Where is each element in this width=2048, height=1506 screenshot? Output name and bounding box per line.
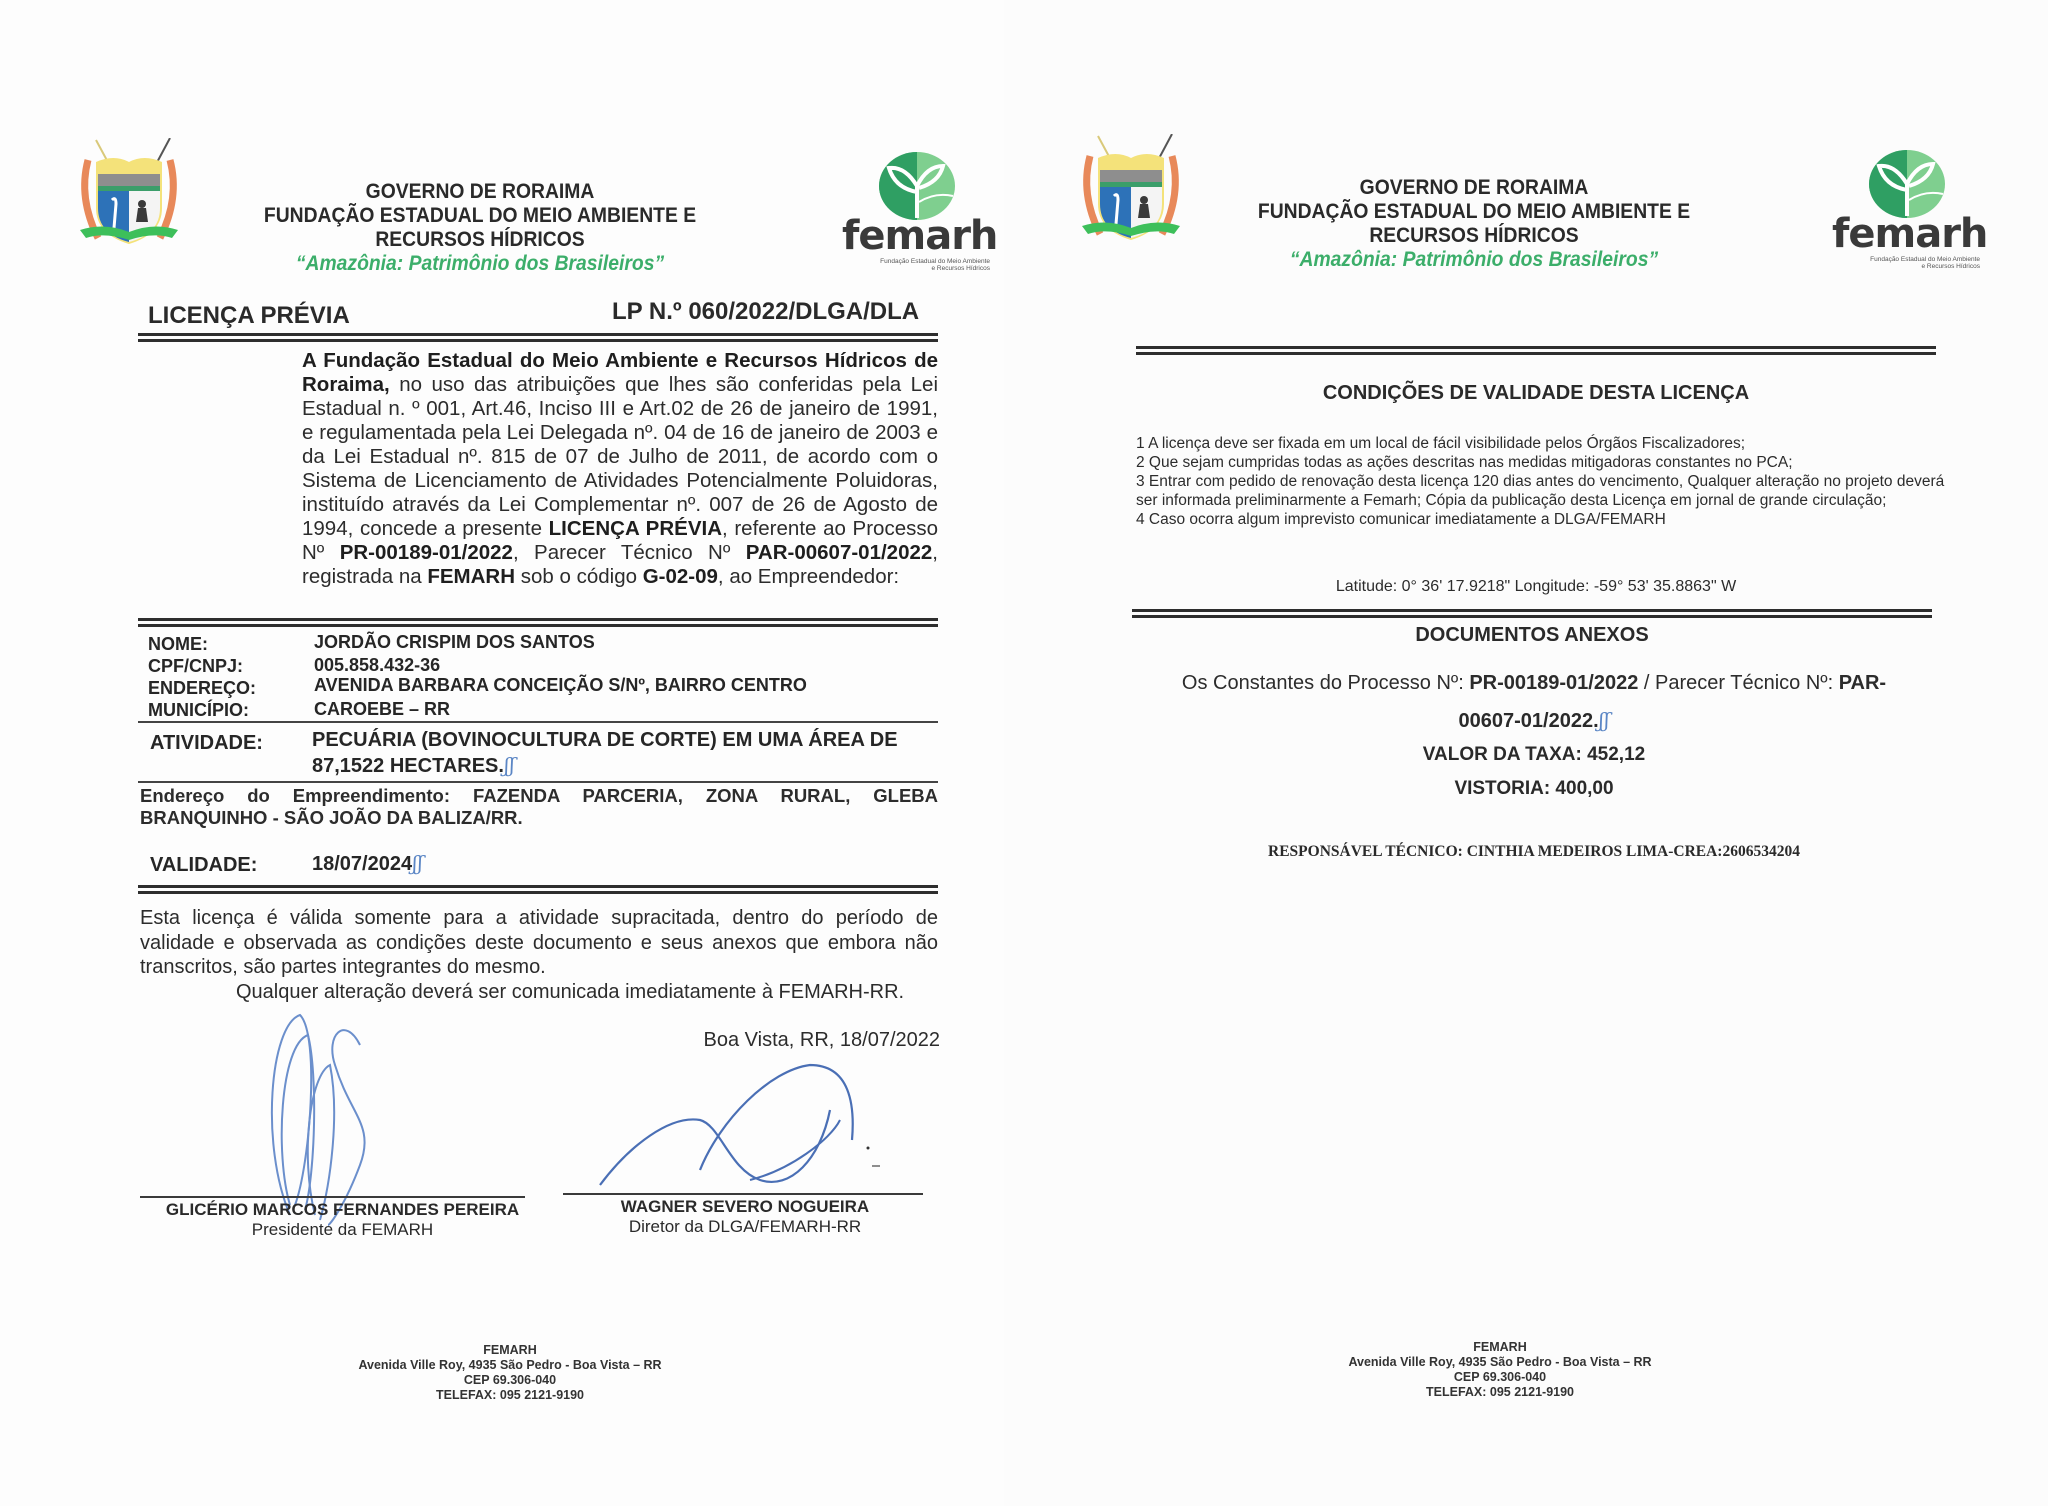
signatory-name-president: GLICÉRIO MARCOS FERNANDES PEREIRA — [165, 1200, 520, 1219]
intro-text-4: , registrada na — [302, 541, 938, 588]
footer-phone: TELEFAX: 095 2121-9190 — [1426, 1385, 1574, 1399]
femarh-logo — [1832, 150, 1988, 280]
femarh-leaf-logo-icon — [1869, 150, 1945, 220]
footer-org: FEMARH — [483, 1343, 537, 1357]
letterhead-motto: “Amazônia: Patrimônio dos Brasileiros” — [1289, 248, 1659, 271]
letterhead-motto: “Amazônia: Patrimônio dos Brasileiros” — [295, 252, 665, 275]
conditions-title: CONDIÇÕES DE VALIDADE DESTA LICENÇA — [1322, 382, 1750, 404]
divider — [138, 721, 938, 723]
handwritten-initials-icon: ʃʃ — [412, 851, 423, 875]
femarh-leaf-logo-icon — [879, 152, 955, 222]
inspection-value: VISTORIA: 400,00 — [1454, 778, 1614, 799]
field-value-municipality: CAROEBE – RR — [314, 699, 451, 719]
signatory-name-director: WAGNER SEVERO NOGUEIRA — [620, 1197, 870, 1216]
activity-label: ATIVIDADE: — [150, 732, 263, 754]
intro-text-5: sob o código — [515, 565, 643, 588]
letterhead-foundation-cont: RECURSOS HÍDRICOS — [1369, 224, 1579, 247]
divider — [138, 781, 938, 783]
footer-address: Avenida Ville Roy, 4935 São Pedro - Boa Vista – RR — [1348, 1355, 1652, 1369]
signatory-role-president: Presidente da FEMARH — [251, 1220, 434, 1239]
letterhead-foundation: FUNDAÇÃO ESTADUAL DO MEIO AMBIENTE E — [263, 204, 697, 227]
femarh-logo-subtitle — [1840, 256, 1980, 270]
activity-area: 87,1522 HECTARES. — [312, 755, 504, 777]
intro-text-2: , referente ao Processo Nº — [302, 517, 938, 564]
femarh-logo-subtitle-line2: e Recursos Hídricos — [1921, 263, 1980, 270]
condition-item: 2 Que sejam cumpridas todas as ações descritas nas medidas mitigadoras constantes no PCA; — [1136, 454, 1793, 471]
signature-line-president — [140, 1196, 525, 1198]
validity-note: Esta licença é válida somente para a atividade supracitada, dentro do período de validade e observada as condições deste documento e seus anexos que embora não transcritos, são partes integrantes do mesmo. — [140, 907, 938, 978]
intro-license-type: LICENÇA PRÉVIA — [548, 517, 722, 540]
enterprise-address-value: FAZENDA PARCERIA, ZONA RURAL, GLEBA BRANQUINHO - SÃO JOÃO DA BALIZA/RR. — [140, 785, 939, 828]
femarh-logo-subtitle — [850, 258, 990, 272]
letterhead-foundation-cont: RECURSOS HÍDRICOS — [375, 228, 585, 251]
condition-item: 4 Caso ocorra algum imprevisto comunicar imediatamente a DLGA/FEMARH — [1136, 511, 1666, 528]
letterhead-government: GOVERNO DE RORAIMA — [365, 180, 595, 203]
activity-value-line1: PECUÁRIA (BOVINOCULTURA DE CORTE) EM UMA ÁREA DE — [312, 729, 898, 751]
enterprise-address-label: Endereço do Empreendimento: — [140, 785, 451, 806]
handwritten-signature-icon — [260, 1005, 400, 1225]
annex-parecer-part2: 00607-01/2022. — [1458, 710, 1599, 732]
license-page-front — [0, 0, 1004, 1506]
activity-value-line2 — [312, 753, 515, 779]
annex-text-1: Os Constantes do Processo Nº: — [1181, 672, 1470, 694]
annex-text-2: / Parecer Técnico Nº: — [1638, 672, 1839, 694]
field-label-cpf: CPF/CNPJ: — [148, 656, 244, 676]
femarh-logo — [842, 152, 998, 282]
technical-responsible: RESPONSÁVEL TÉCNICO: CINTHIA MEDEIROS LIMA-CREA:2606534204 — [1268, 843, 1800, 860]
field-label-name: NOME: — [148, 634, 208, 654]
letterhead — [232, 180, 729, 276]
document-type: LICENÇA PRÉVIA — [148, 302, 350, 329]
letterhead-foundation: FUNDAÇÃO ESTADUAL DO MEIO AMBIENTE E — [1257, 200, 1691, 223]
field-label-address: ENDEREÇO: — [148, 678, 257, 698]
double-rule — [138, 885, 938, 894]
validity-date: 18/07/2024 — [312, 853, 413, 875]
footer-cep: CEP 69.306-040 — [1453, 1370, 1547, 1384]
license-page-back — [1004, 0, 2048, 1506]
letterhead — [1226, 176, 1723, 272]
coordinates: Latitude: 0° 36' 17.9218" Longitude: -59° 53' 35.8863" W — [1335, 578, 1737, 595]
intro-org-name: A Fundação Estadual do Meio Ambiente e Recursos Hídricos de Roraima, — [302, 349, 938, 396]
handwritten-initials-icon: ʃʃ — [503, 753, 515, 777]
intro-text-1: no uso das atribuições que lhes são conferidas pela Lei Estadual n. º 001, Art.46, Inciso III e Art.02 de 26 de janeiro de 1991, e regulamentada pela Lei Delegada nº. 04 de 16 de janeiro de 2003 e da Lei Estadual nº. 815 de 07 de Julho de 2011, de acordo com o Sistema de Licenciamento de Atividades Potencialmente Poluidoras, instituído através da Lei Complementar nº. 007 de 26 de Agosto de 1994, concede a presente — [302, 373, 938, 540]
change-note: Qualquer alteração deverá ser comunicada imediatamente à FEMARH-RR. — [236, 981, 905, 1003]
footer-org: FEMARH — [1473, 1340, 1527, 1354]
signatory-role-director: Diretor da DLGA/FEMARH-RR — [628, 1217, 862, 1236]
femarh-logo-subtitle-line2: e Recursos Hídricos — [931, 265, 990, 272]
intro-parecer-number: PAR-00607-01/2022 — [745, 541, 933, 564]
place-date: Boa Vista, RR, 18/07/2022 — [703, 1029, 940, 1051]
femarh-logo-word: femarh — [1832, 211, 1988, 257]
intro-code: G-02-09 — [642, 565, 718, 588]
footer-left — [310, 1343, 710, 1403]
handwritten-initials-icon: ʃʃ — [1598, 708, 1610, 732]
field-label-municipality: MUNICÍPIO: — [148, 700, 249, 720]
letterhead-government: GOVERNO DE RORAIMA — [1359, 176, 1589, 199]
footer-address: Avenida Ville Roy, 4935 São Pedro - Boa Vista – RR — [358, 1358, 662, 1372]
intro-text-6: , ao Empreendedor: — [717, 565, 900, 588]
femarh-logo-word: femarh — [842, 213, 998, 259]
signature-line-director — [563, 1193, 923, 1195]
intro-femarh: FEMARH — [427, 565, 516, 588]
roraima-coat-of-arms-icon — [1076, 134, 1186, 254]
double-rule — [1136, 346, 1936, 355]
document-number: LP N.º 060/2022/DLGA/DLA — [612, 298, 920, 325]
field-value-name: JORDÃO CRISPIM DOS SANTOS — [314, 632, 595, 652]
annex-process-number: PR-00189-01/2022 — [1469, 672, 1639, 694]
intro-paragraph — [302, 349, 938, 589]
footer-phone: TELEFAX: 095 2121-9190 — [436, 1388, 584, 1402]
field-value-cpf: 005.858.432-36 — [314, 655, 441, 675]
intro-process-number: PR-00189-01/2022 — [339, 541, 513, 564]
annex-parecer-line — [1104, 708, 1964, 733]
footer-right — [1300, 1340, 1700, 1400]
validity-label: VALIDADE: — [150, 854, 258, 876]
field-value-address: AVENIDA BARBARA CONCEIÇÃO S/Nº, BAIRRO CENTRO — [314, 675, 807, 695]
double-rule — [1132, 609, 1932, 618]
annex-parecer-part1: PAR- — [1838, 672, 1887, 694]
footer-cep: CEP 69.306-040 — [463, 1373, 557, 1387]
roraima-coat-of-arms-icon — [74, 138, 184, 258]
fee-value: VALOR DA TAXA: 452,12 — [1422, 744, 1646, 765]
double-rule — [138, 618, 938, 627]
enterprise-address — [140, 785, 938, 829]
femarh-logo-subtitle-line1: Fundação Estadual do Meio Ambiente — [880, 258, 990, 265]
annex-processes — [1104, 672, 1964, 695]
intro-text-3: , Parecer Técnico Nº — [512, 541, 746, 564]
validity-value-wrap — [312, 851, 423, 877]
conditions-list — [1136, 434, 1948, 529]
double-rule — [138, 333, 938, 342]
femarh-logo-subtitle-line1: Fundação Estadual do Meio Ambiente — [1870, 256, 1980, 263]
condition-item: 1 A licença deve ser fixada em um local de fácil visibilidade pelos Órgãos Fiscalizadores; — [1136, 435, 1746, 452]
annex-title: DOCUMENTOS ANEXOS — [1415, 624, 1649, 646]
handwritten-signature-icon — [590, 1050, 890, 1200]
condition-item: 3 Entrar com pedido de renovação desta licença 120 dias antes do vencimento, Qualquer alteração no projeto deverá ser informada preliminarmente a Femarh; Cópia da publicação desta Licença em jornal de grande circulação; — [1136, 473, 1945, 509]
